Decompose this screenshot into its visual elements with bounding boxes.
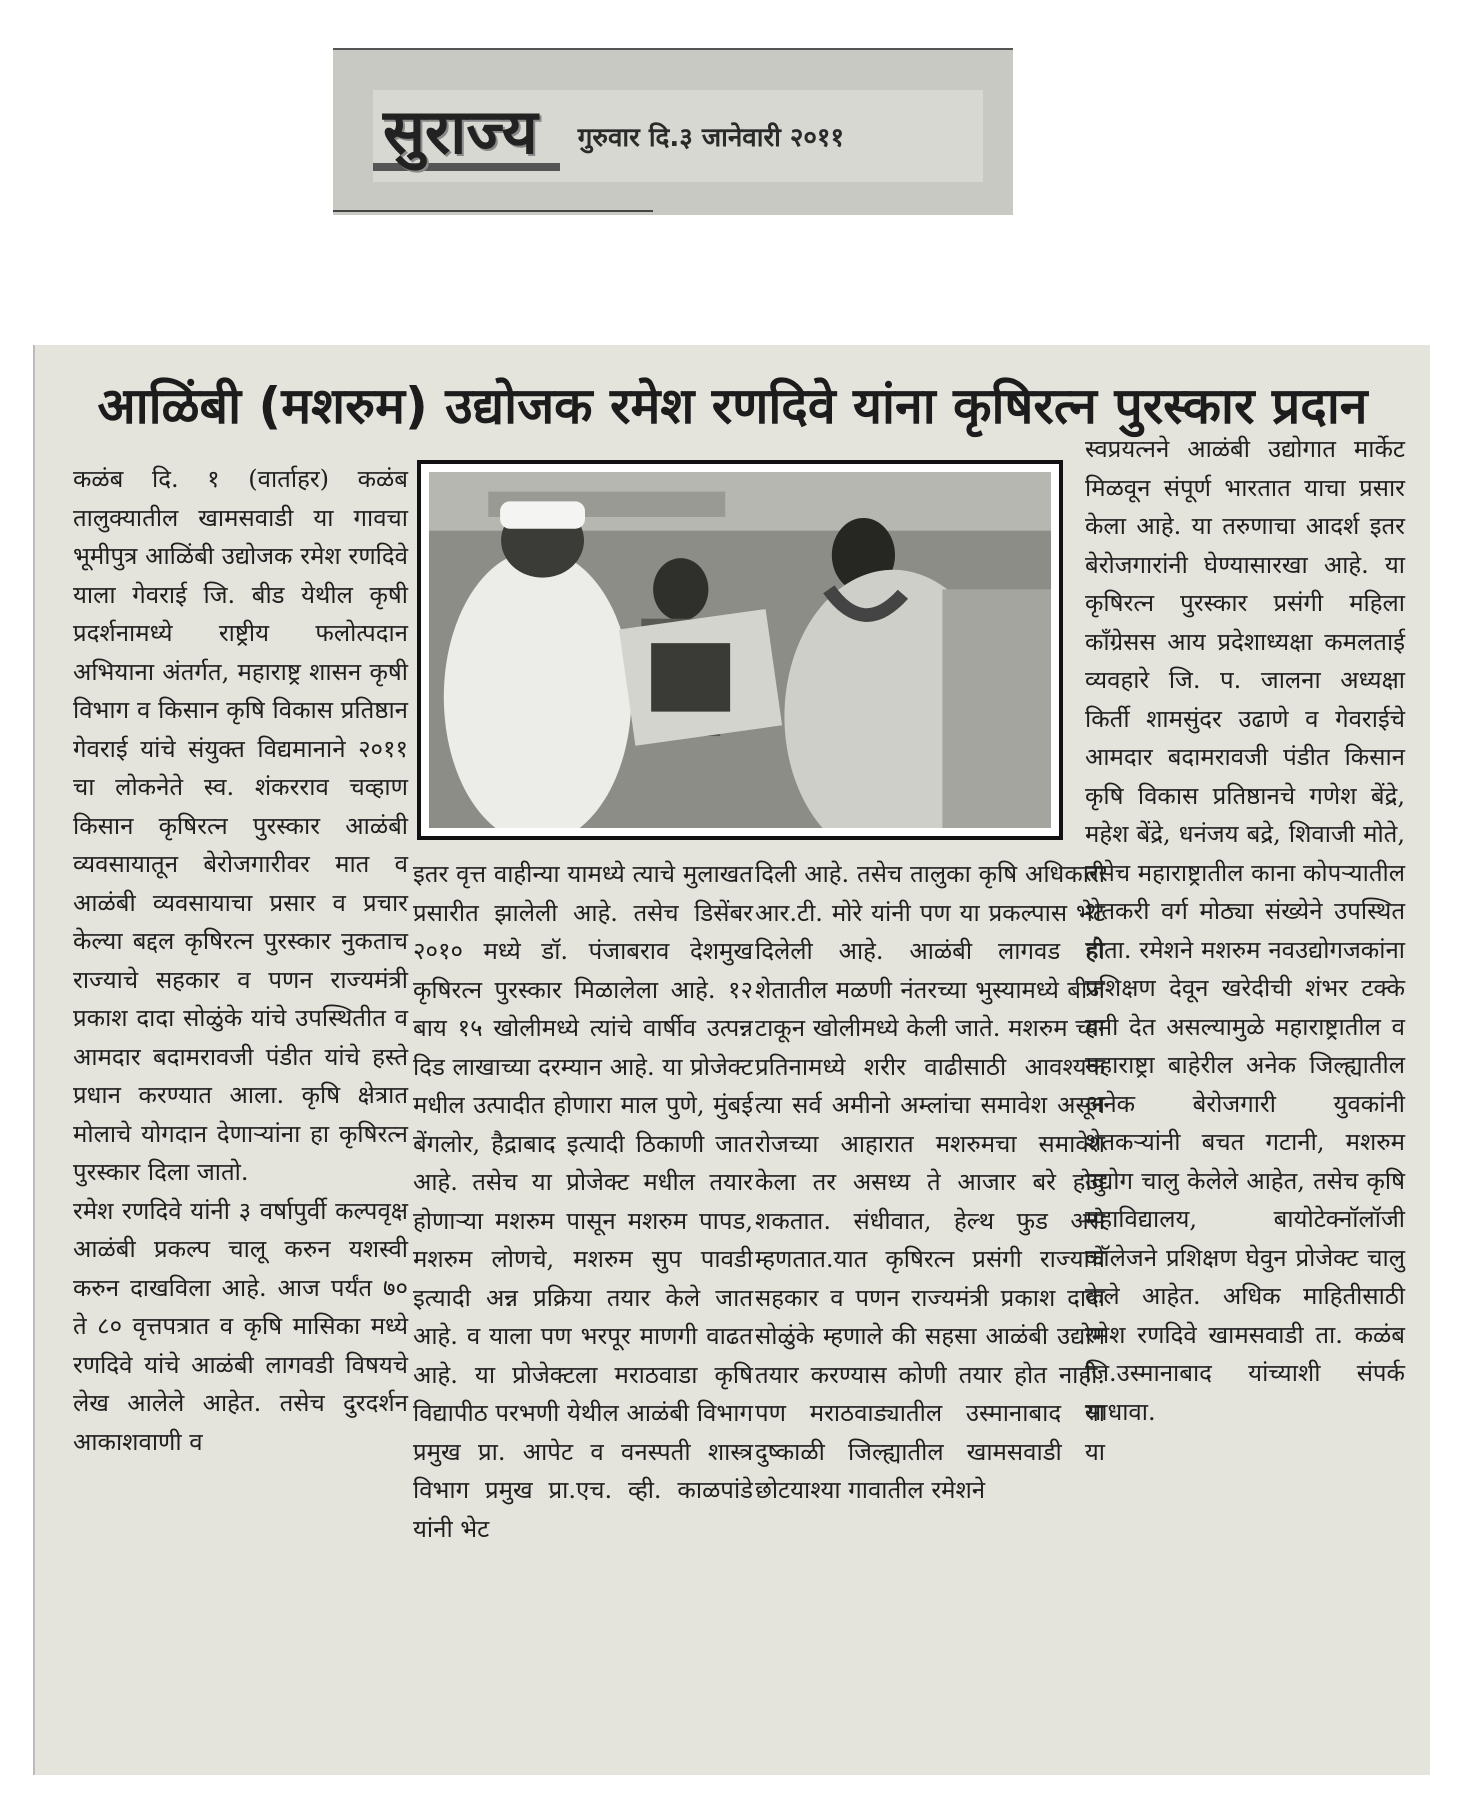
- article-column-4: स्वप्रयत्नने आळंबी उद्योगात मार्केट मिळवून संपूर्ण भारतात याचा प्रसार केला आहे. या तरुणाचा आदर्श इतर बेरोजगारांनी घेण्यासारखा आहे. या कृषिरत्न पुरस्कार प्रसंगी महिला काँग्रेसस आय प्रदेशाध्यक्षा कमलताई व्यवहारे जि. प. जालना अध्यक्षा किर्ती शामसुंदर उढाणे व गेवराईचे आमदार बदामरावजी पंडीत किसान कृषि विकास प्रतिष्ठानचे गणेश बेंद्रे, महेश बेंद्रे, धनंजय बद्रे, शिवाजी मोते, तसेच महाराष्ट्रातील काना कोपऱ्यातील शेतकरी वर्ग मोठ्या संख्येने उपस्थित होता. रमेशने मशरुम नवउद्योगजकांना प्रशिक्षण देवून खरेदीची शंभर टक्के हमी देत असल्यामुळे महाराष्ट्रातील व महाराष्ट्रा बाहेरील अनेक जिल्ह्यातील अनेक बेरोजगारी युवकांनी शेतकऱ्यांनी बचत गटानी, मशरुम उद्योग चालु केलेले आहेत, तसेच कृषि महाविद्यालय, बायोटेक्नॉलॉजी कॉलेजने प्रशिक्षण घेवुन प्रोजेक्ट चालु केले आहेत. अधिक माहितीसाठी रमेश रणदिवे खामसवाडी ता. कळंब जि.उस्मानाबाद यांच्याशी संपर्क साधावा.: [1085, 435, 1405, 1426]
- article-column-2: इतर वृत्त वाहीन्या यामध्ये त्याचे मुलाखत प्रसारीत झालेली आहे. तसेच डिसेंबर २०१० मध्ये डॉ. पंजाबराव देशमुख कृषिरत्न पुरस्कार मिळालेला आहे. १२ बाय १५ खोलीमध्ये त्यांचे वार्षीव उत्पन्न दिड लाखाच्या दरम्यान आहे. या प्रोजेक्ट मधील उत्पादीत होणारा माल पुणे, मुंबई बेंगलोर, हैद्राबाद इत्यादी ठिकाणी जात आहे. तसेच या प्रोजेक्ट मधील तयार होणाऱ्या मशरुम पासून मशरुम पापड, मशरुम लोणचे, मशरुम सुप पावडी इत्यादी अन्न प्रक्रिया तयार केले जात आहे. व याला पण भरपूर माणगी वाढत आहे. या प्रोजेक्टला मराठवाडा कृषि विद्यापीठ परभणी येथील आळंबी विभाग प्रमुख प्रा. आपेट व वनस्पती शास्त्र विभाग प्रमुख प्रा.एच. व्ही. काळपांडे यांनी भेट: [413, 860, 753, 1543]
- award-ceremony-photo-icon: [429, 472, 1051, 828]
- masthead-underline: [333, 210, 653, 212]
- article-photo: [417, 460, 1063, 840]
- issue-date: गुरुवार दि.३ जानेवारी २०११: [577, 123, 844, 153]
- article-headline: आळिंबी (मशरुम) उद्योजक रमेश रणदिवे यांना कृषिरत्न पुरस्कार प्रदान: [97, 377, 1368, 435]
- masthead: [333, 48, 1013, 215]
- newspaper-name: सुराज्य: [373, 101, 560, 171]
- masthead-band: [373, 90, 983, 182]
- article-column-1: कळंब दि. १ (वार्ताहर) कळंब तालुक्यातील खामसवाडी या गावचा भूमीपुत्र आळिंबी उद्योजक रमेश रणदिवे याला गेवराई जि. बीड येथील कृषी प्रदर्शनामध्ये राष्ट्रीय फलोत्पदान अभियाना अंतर्गत, महाराष्ट्र शासन कृषी विभाग व किसान कृषि विकास प्रतिष्ठान गेवराई यांचे संयुक्त विद्यमानाने २०११ चा लोकनेते स्व. शंकरराव चव्हाण किसान कृषिरत्न पुरस्कार आळंबी व्यवसायातून बेरोजगारीवर मात व आळंबी व्यवसायाचा प्रसार व प्रचार केल्या बद्दल कृषिरत्न पुरस्कार नुकताच राज्याचे सहकार व पणन राज्यमंत्री प्रकाश दादा सोळुंके यांचे उपस्थितीत व आमदार बदामरावजी पंडीत यांचे हस्ते प्रधान करण्यात आला. कृषि क्षेत्रात मोलाचे योगदान देणाऱ्यांना हा कृषिरत्न पुरस्कार दिला जातो. रमेश रणदिवे यांनी ३ वर्षापुर्वी कल्पवृक्ष आळंबी प्रकल्प चालू करुन यशस्वी करुन दाखविला आहे. आज पर्यंत ७० ते ८० वृत्तपत्रात व कृषि मासिका मध्ये रणदिवे यांचे आळंबी लागवडी विषयचे लेख आलेले आहेत. तसेच दुरदर्शन आकाशवाणी व: [73, 465, 408, 1456]
- article-column-3: दिली आहे. तसेच तालुका कृषि अधिकारी आर.टी. मोरे यांनी पण या प्रकल्पास भेट दिलेली आहे. आळंबी लागवड ही शेतातील मळणी नंतरच्या भुस्यामध्ये बीज टाकून खोलीमध्ये केली जाते. मशरुम च्या प्रतिनामध्ये शरीर वाढीसाठी आवश्यक त्या सर्व अमीनो अम्लांचा समावेश असून रोजच्या आहारात मशरुमचा समावेश केला तर असध्य ते आजार बरे होवु शकतात. संधीवात, हेल्थ फुड असे म्हणतात.यात कृषिरत्न प्रसंगी राज्याचे सहकार व पणन राज्यमंत्री प्रकाश दादा सोळुंके म्हणाले की सहसा आळंबी उद्योग तयार करण्यास कोणी तयार होत नाही. पण मराठवाड्यातील उस्मानाबाद या दुष्काळी जिल्ह्यातील खामसवाडी या छोटयाश्या गावातील रमेशने: [755, 860, 1105, 1504]
- news-clipping: [33, 345, 1430, 1775]
